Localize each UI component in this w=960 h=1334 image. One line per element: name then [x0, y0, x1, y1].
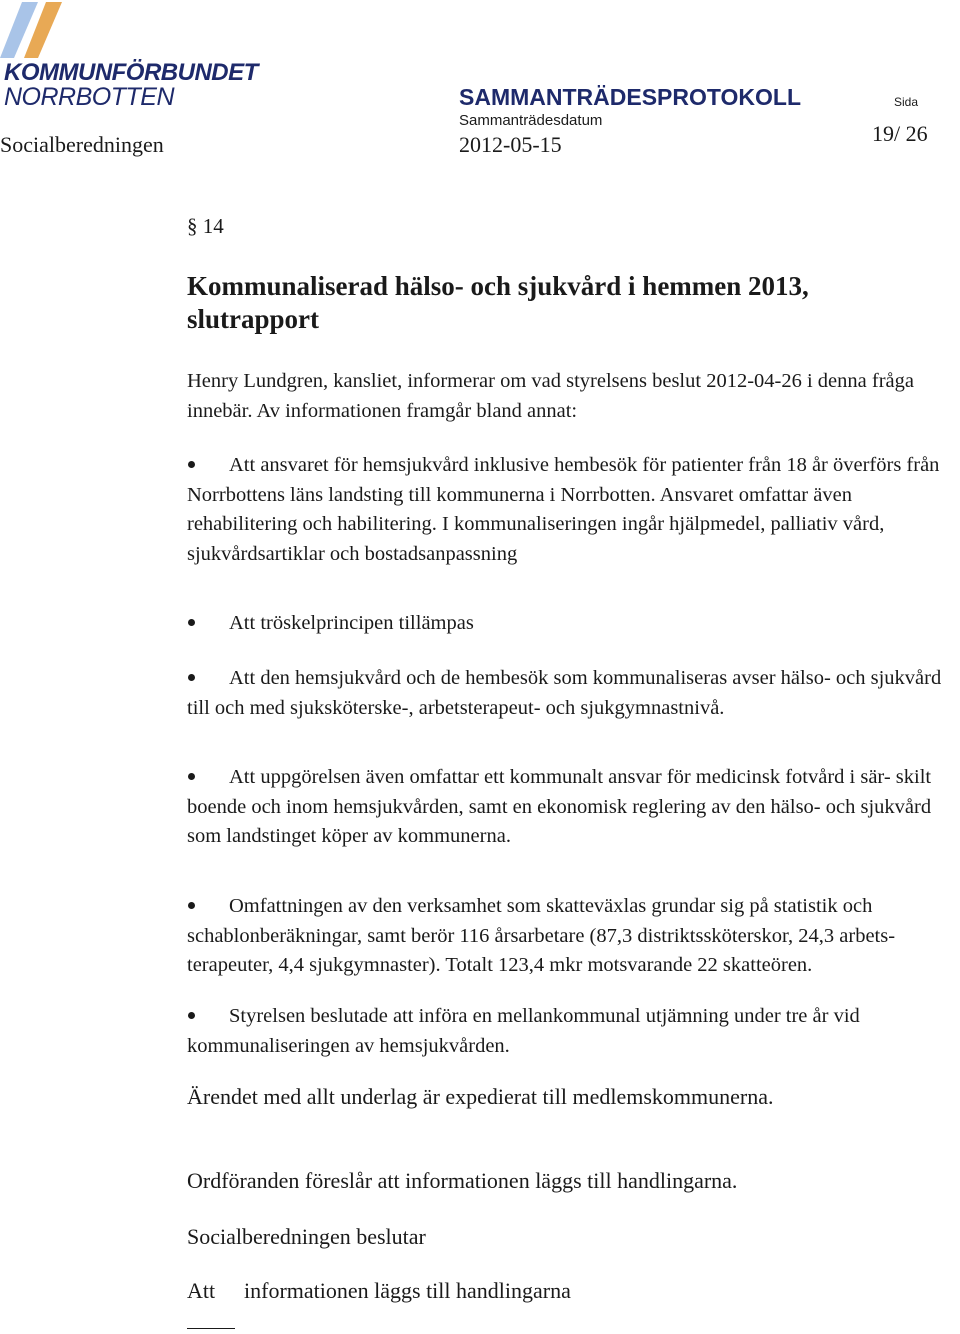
chair-proposal: Ordföranden föreslår att informationen läggs till handlingarna.: [187, 1168, 738, 1193]
list-item: [187, 664, 960, 723]
page-label: Sida: [894, 95, 919, 109]
bullet-icon: [188, 1012, 195, 1019]
logo-stripes-icon: [0, 0, 80, 62]
expedited-note: Ärendet med allt underlag är expedierat till medlemskommunerna.: [187, 1084, 774, 1109]
bullet-text-first: Styrelsen beslutade att införa en mellankommunal utjämning under tre år vid: [229, 1005, 860, 1027]
bullet-text-rest: skilt boende och inom hemsjukvården, samt en ekonomisk reglering av den hälso- och sjukvård som landstinget köper av kommunerna.: [187, 766, 932, 847]
organization-logo: [0, 0, 260, 112]
bullet-text-first: Att ansvaret för hemsjukvård inklusive hembesök för patienter från 18 år överförs: [229, 454, 902, 476]
meeting-date-value: 2012-05-15: [459, 132, 562, 157]
bullet-icon: [188, 619, 195, 626]
logo-text-line1: KOMMUNFÖRBUNDET: [4, 59, 258, 86]
list-item: [187, 892, 960, 981]
list-item: [187, 609, 960, 639]
logo-text-line2: NORRBOTTEN: [4, 83, 174, 111]
bullet-icon: [188, 902, 195, 909]
bullet-text-rest: sjukvård till och med sjuksköterske-, arbetsterapeut- och sjukgymnastnivå.: [187, 667, 942, 719]
intro-paragraph: Henry Lundgren, kansliet, informerar om vad styrelsens beslut 2012-04-26 i denna fråga innebär. Av informationen framgår bland annat:: [187, 370, 914, 422]
decision-heading: Socialberedningen beslutar: [187, 1224, 426, 1249]
page-number: 19/ 26: [872, 121, 928, 146]
bullet-text-first: Att tröskelprincipen tillämpas: [229, 612, 474, 634]
bullet-icon: [188, 674, 195, 681]
bullet-icon: [188, 461, 195, 468]
end-underline: [187, 1328, 235, 1329]
bullet-text-rest: schablonberäkningar, samt berör 116 årsarbetare (87,3 distriktssköterskor, 24,3 arbets-terapeuter, 4,4 sjukgymnaster). Totalt 123,4 mkr motsvarande 22 skatteören.: [187, 924, 896, 976]
list-item: [187, 763, 960, 852]
decision-text: informationen läggs till handlingarna: [244, 1278, 571, 1303]
bullet-text-first: Att uppgörelsen även omfattar ett kommunalt ansvar för medicinsk fotvård i sär-: [229, 766, 891, 788]
decision-att-label: Att: [187, 1278, 216, 1303]
organization-name: Socialberedningen: [0, 132, 164, 157]
list-item: [187, 1002, 960, 1061]
section-title: Kommunaliserad hälso- och sjukvård i hemmen 2013, slutrapport: [187, 271, 809, 334]
meeting-date-label: Sammanträdesdatum: [459, 112, 603, 129]
bullet-icon: [188, 773, 195, 780]
bullet-text-rest: kommunaliseringen av hemsjukvården.: [187, 1034, 510, 1057]
bullet-text-rest: från Norrbottens läns landsting till kommunerna i Norrbotten. Ansvaret omfattar även rehabilitering och habilitering. I kommunaliseringen ingår hjälpmedel, palliativ vård, sjukvårdsartiklar och bostadsanpassning: [187, 454, 940, 565]
bullet-text-first: Att den hemsjukvård och de hembesök som kommunaliseras avser hälso- och: [229, 667, 866, 689]
bullet-text-first: Omfattningen av den verksamhet som skatteväxlas grundar sig på statistik och: [229, 895, 873, 917]
list-item: [187, 451, 960, 569]
protocol-title: SAMMANTRÄDESPROTOKOLL: [459, 84, 802, 110]
section-number: § 14: [187, 214, 224, 238]
